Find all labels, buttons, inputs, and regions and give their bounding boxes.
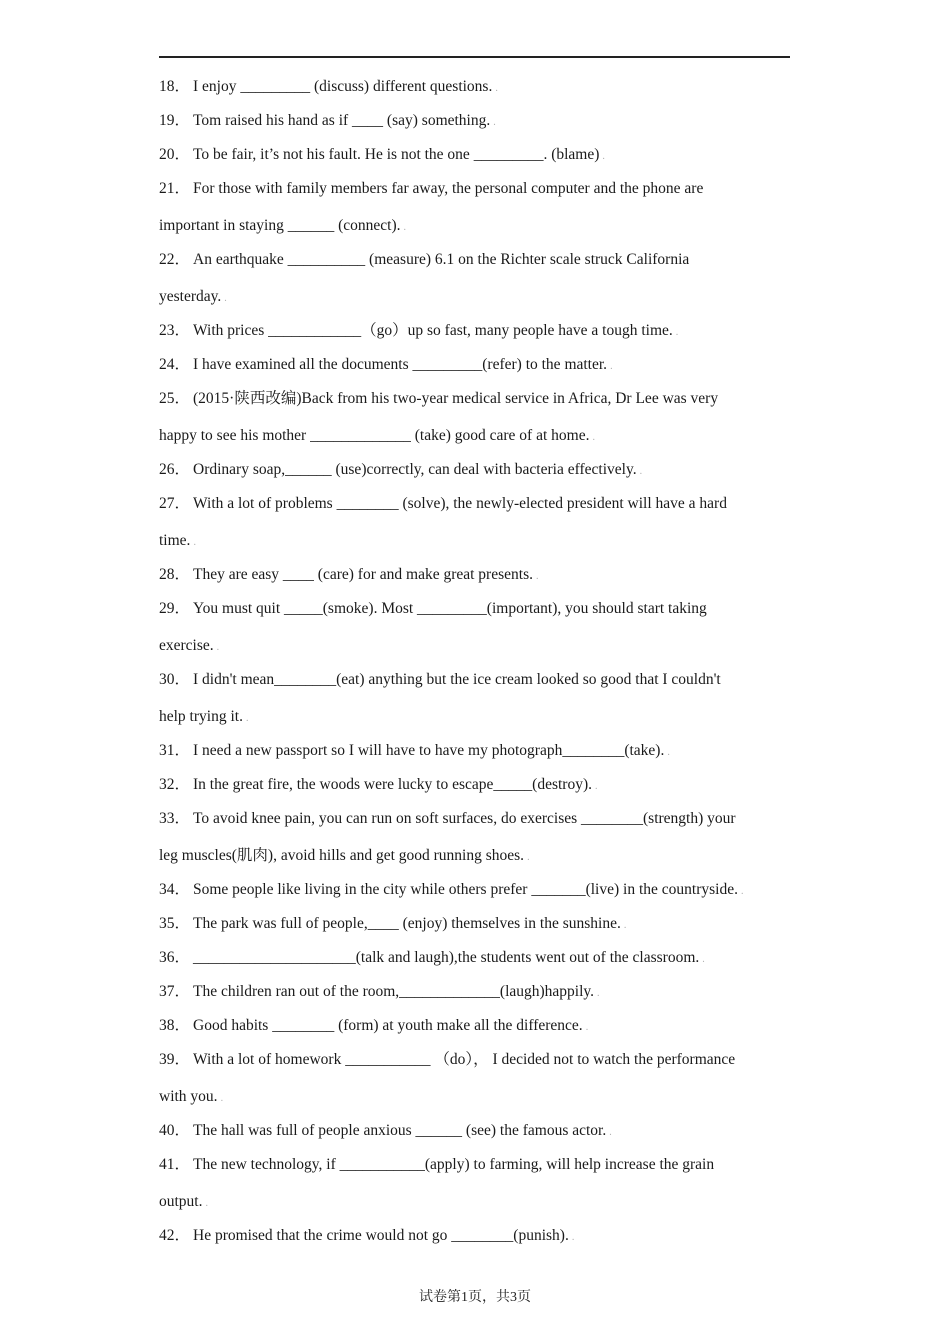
question-number: 35．: [159, 915, 191, 932]
question-number: 20．: [159, 146, 191, 163]
question-continuation: [159, 846, 799, 868]
question-text: The new technology, if ___________(apply) to farming, will help increase the grain: [193, 1156, 715, 1173]
question-text-continued: leg muscles(肌肉), avoid hills and get good running shoes.: [159, 847, 525, 864]
question-item: [159, 250, 799, 270]
page-footer: 试卷第1页，共3页: [419, 1290, 531, 1305]
question-text: Some people like living in the city while others prefer _______(live) in the countryside.: [193, 881, 738, 898]
question-number: 23．: [159, 322, 191, 339]
question-number: 25．: [159, 390, 191, 407]
question-number: 31．: [159, 742, 191, 759]
question-continuation: [159, 426, 799, 448]
paragraph-mark: .: [667, 747, 670, 758]
question-item: [159, 179, 799, 199]
question-number: 28．: [159, 566, 191, 583]
paragraph-mark: .: [216, 642, 220, 653]
question-number: 40．: [159, 1122, 191, 1139]
paragraph-mark: .: [592, 432, 595, 443]
question-text: The park was full of people,____ (enjoy) themselves in the sunshine.: [193, 915, 621, 932]
paragraph-mark: .: [224, 293, 227, 304]
question-text-continued: yesterday.: [159, 288, 222, 305]
question-number: 24．: [159, 356, 191, 373]
question-item: [159, 775, 799, 797]
question-item: [159, 948, 799, 970]
question-text-continued: help trying it.: [159, 708, 243, 725]
question-item: [159, 389, 799, 409]
question-number: 34．: [159, 881, 191, 898]
question-text: You must quit _____(smoke). Most _________(important), you should start taking: [193, 600, 707, 617]
question-number: 42．: [159, 1227, 191, 1244]
question-number: 41．: [159, 1156, 191, 1173]
paragraph-mark: .: [245, 713, 249, 724]
question-item: [159, 145, 799, 167]
question-continuation: [159, 1087, 799, 1109]
question-item: [159, 880, 799, 902]
question-item: [159, 809, 799, 829]
question-text: (2015·陕西改编)Back from his two-year medical service in Africa, Dr Lee was very: [193, 390, 719, 407]
paragraph-mark: .: [585, 1022, 589, 1033]
question-item: [159, 670, 799, 690]
paragraph-mark: .: [220, 1093, 224, 1104]
question-text: I need a new passport so I will have to have my photograph________(take).: [193, 742, 665, 759]
question-number: 38．: [159, 1017, 191, 1034]
question-text: With a lot of problems ________ (solve), the newly-elected president will have a hard: [193, 495, 727, 512]
question-text-continued: time.: [159, 532, 191, 549]
question-text: The children ran out of the room,_____________(laugh)happily.: [193, 983, 595, 1000]
question-number: 32．: [159, 776, 191, 793]
question-text: To be fair, it’s not his fault. He is not the one _________. (blame): [193, 146, 600, 163]
paragraph-mark: .: [403, 222, 406, 233]
question-continuation: [159, 636, 799, 658]
question-number: 19．: [159, 112, 191, 129]
question-number: 36．: [159, 949, 191, 966]
question-item: [159, 1016, 799, 1038]
question-item: [159, 1226, 799, 1248]
paragraph-mark: .: [571, 1232, 575, 1243]
question-text-continued: output.: [159, 1193, 203, 1210]
paragraph-mark: .: [602, 151, 605, 162]
question-item: [159, 914, 799, 936]
paragraph-mark: .: [639, 466, 643, 477]
question-text: To avoid knee pain, you can run on soft surfaces, do exercises ________(strength) your: [193, 810, 736, 827]
paragraph-mark: .: [597, 988, 600, 999]
question-item: [159, 111, 799, 133]
question-text-continued: with you.: [159, 1088, 218, 1105]
question-number: 33．: [159, 810, 191, 827]
question-text: Tom raised his hand as if ____ (say) something.: [193, 112, 491, 129]
question-text: I enjoy _________ (discuss) different questions.: [193, 78, 493, 95]
header-rule: [159, 56, 790, 58]
question-item: [159, 77, 799, 99]
paragraph-mark: .: [527, 852, 530, 863]
question-number: 22．: [159, 251, 191, 268]
question-item: [159, 1121, 799, 1143]
question-item: [159, 355, 799, 377]
paragraph-mark: .: [623, 920, 627, 931]
paragraph-mark: .: [535, 571, 539, 582]
question-item: [159, 494, 799, 514]
question-item: [159, 982, 799, 1004]
question-text-continued: happy to see his mother _____________ (take) good care of at home.: [159, 427, 590, 444]
question-item: [159, 1155, 799, 1175]
question-text: An earthquake __________ (measure) 6.1 on the Richter scale struck California: [193, 251, 690, 268]
question-number: 30．: [159, 671, 191, 688]
question-text: _____________________(talk and laugh),the students went out of the classroom.: [193, 949, 700, 966]
question-number: 27．: [159, 495, 191, 512]
paragraph-mark: .: [205, 1198, 208, 1209]
question-continuation: [159, 531, 799, 553]
question-item: [159, 321, 799, 343]
question-text: They are easy ____ (care) for and make great presents.: [193, 566, 533, 583]
question-text-continued: important in staying ______ (connect).: [159, 217, 401, 234]
question-number: 18．: [159, 78, 191, 95]
question-text: For those with family members far away, the personal computer and the phone are: [193, 180, 704, 197]
paragraph-mark: .: [609, 1127, 612, 1138]
question-text: With a lot of homework ___________ （do）， I decided not to watch the performance: [193, 1051, 736, 1068]
paragraph-mark: .: [610, 361, 613, 372]
question-continuation: [159, 707, 799, 729]
question-item: [159, 599, 799, 619]
paragraph-mark: .: [740, 886, 744, 897]
question-text-continued: exercise.: [159, 637, 214, 654]
paragraph-mark: .: [675, 327, 679, 338]
question-item: [159, 741, 799, 763]
question-continuation: [159, 216, 799, 238]
question-text: He promised that the crime would not go ________(punish).: [193, 1227, 569, 1244]
question-number: 21．: [159, 180, 191, 197]
question-text: With prices ____________（go）up so fast, many people have a tough time.: [193, 322, 673, 339]
question-text: Ordinary soap,______ (use)correctly, can deal with bacteria effectively.: [193, 461, 637, 478]
question-number: 29．: [159, 600, 191, 617]
question-continuation: [159, 1192, 799, 1214]
paragraph-mark: .: [493, 117, 496, 128]
question-text: The hall was full of people anxious ______ (see) the famous actor.: [193, 1122, 607, 1139]
paragraph-mark: .: [594, 781, 598, 792]
paragraph-mark: .: [193, 537, 196, 548]
question-number: 37．: [159, 983, 191, 1000]
question-number: 26．: [159, 461, 191, 478]
question-text: I didn't mean________(eat) anything but the ice cream looked so good that I couldn't: [193, 671, 721, 688]
question-text: In the great fire, the woods were lucky to escape_____(destroy).: [193, 776, 592, 793]
question-text: Good habits ________ (form) at youth make all the difference.: [193, 1017, 583, 1034]
question-text: I have examined all the documents _________(refer) to the matter.: [193, 356, 608, 373]
paragraph-mark: .: [702, 954, 705, 965]
question-number: 39．: [159, 1051, 191, 1068]
question-item: [159, 565, 799, 587]
question-item: [159, 1050, 799, 1070]
question-item: [159, 460, 799, 482]
question-continuation: [159, 287, 799, 309]
paragraph-mark: .: [495, 83, 498, 94]
